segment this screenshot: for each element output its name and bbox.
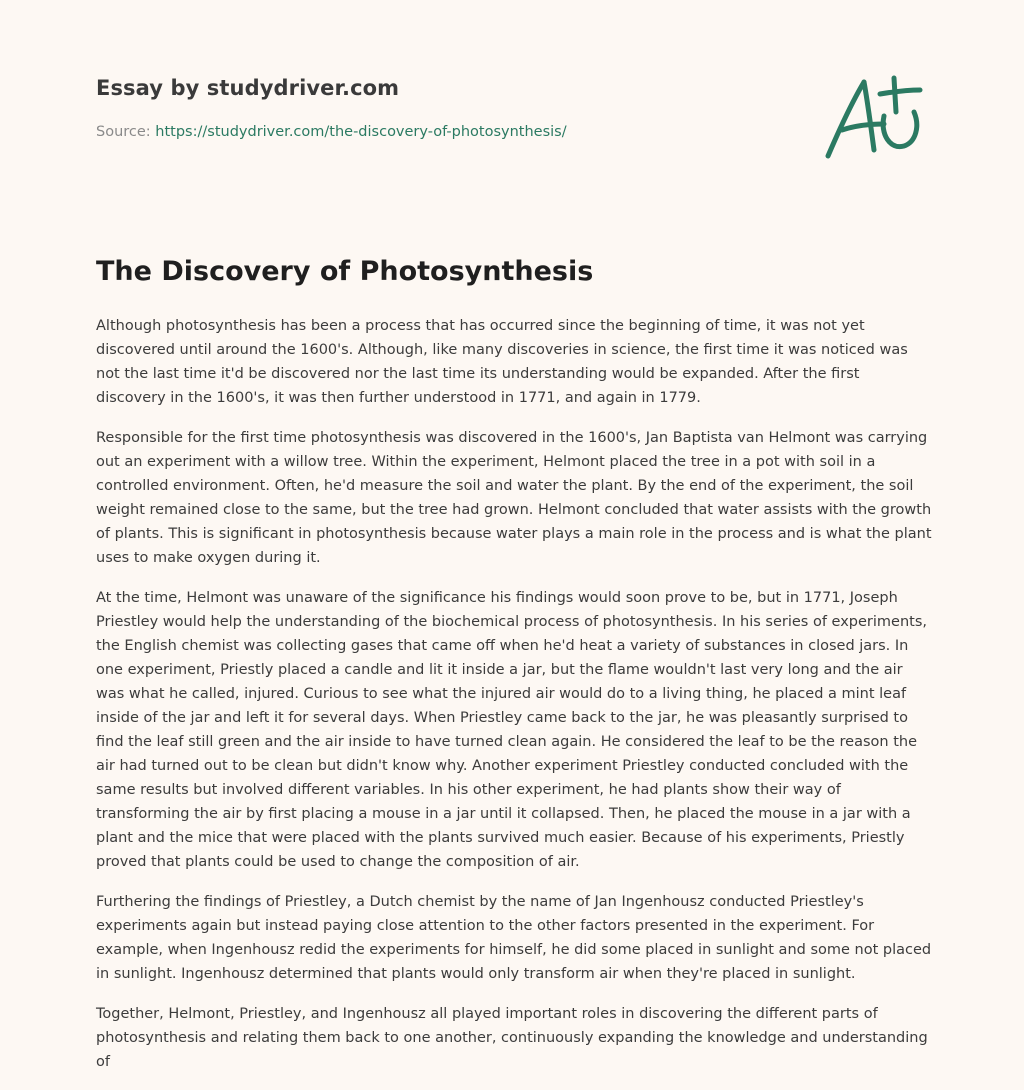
- source-label: Source:: [96, 124, 156, 140]
- paragraph: At the time, Helmont was unaware of the significance his findings would soon prove to be, but in 1771, Joseph Priestley would help the understanding of the biochemical process of photosynthesis. In his series of experiments, the English chemist was collecting gases that came off when he'd heat a variety of substances in closed jars. In one experiment, Priestly placed a candle and lit it inside a jar, but the flame wouldn't last very long and the air was what he called, injured. Curious to see what the injured air would do to a living thing, he placed a mint leaf inside of the jar and left it for several days. When Priestley came back to the jar, he was pleasantly surprised to find the leaf still green and the air inside to have turned clean again. He considered the leaf to be the reason the air had turned out to be clean but didn't know why. Another experiment Priestley conducted concluded with the same results but involved different variables. In his other experiment, he had plants show their way of transforming the air by first placing a mouse in a jar until it collapsed. Then, he placed the mouse in a jar with a plant and the mice that were placed with the plants survived much easier. Because of his experiments, Priestly proved that plants could be used to change the composition of air.: [96, 590, 927, 870]
- paragraph: Furthering the findings of Priestley, a Dutch chemist by the name of Jan Ingenhousz conducted Priestley's experiments again but instead paying close attention to the other factors presented in the experiment. For example, when Ingenhousz redid the experiments for himself, he did some placed in sunlight and some not placed in sunlight. Ingenhousz determined that plants would only transform air when they're placed in sunlight.: [96, 894, 932, 982]
- a-plus-logo-icon: [818, 68, 928, 164]
- essay-body: [96, 314, 932, 1090]
- paragraph: Although photosynthesis has been a process that has occurred since the beginning of time, it was not yet discovered until around the 1600's. Although, like many discoveries in science, the first time it was noticed was not the last time it'd be discovered nor the last time its understanding would be expanded. After the first discovery in the 1600's, it was then further understood in 1771, and again in 1779.: [96, 318, 908, 406]
- paragraph: Together, Helmont, Priestley, and Ingenhousz all played important roles in discovering the different parts of photosynthesis and relating them back to one another, continuously expanding the knowledge and understanding of: [96, 1006, 928, 1070]
- source-link[interactable]: https://studydriver.com/the-discovery-of-photosynthesis/: [155, 124, 567, 140]
- paragraph: Responsible for the first time photosynthesis was discovered in the 1600's, Jan Baptista van Helmont was carrying out an experiment with a willow tree. Within the experiment, Helmont placed the tree in a pot with soil in a controlled environment. Often, he'd measure the soil and water the plant. By the end of the experiment, the soil weight remained close to the same, but the tree had grown. Helmont concluded that water assists with the growth of plants. This is significant in photosynthesis because water plays a main role in the process and is what the plant uses to make oxygen during it.: [96, 430, 932, 566]
- brand-heading: Essay by studydriver.com: [96, 76, 400, 100]
- document-title: The Discovery of Photosynthesis: [96, 256, 594, 287]
- source-line: [96, 124, 567, 140]
